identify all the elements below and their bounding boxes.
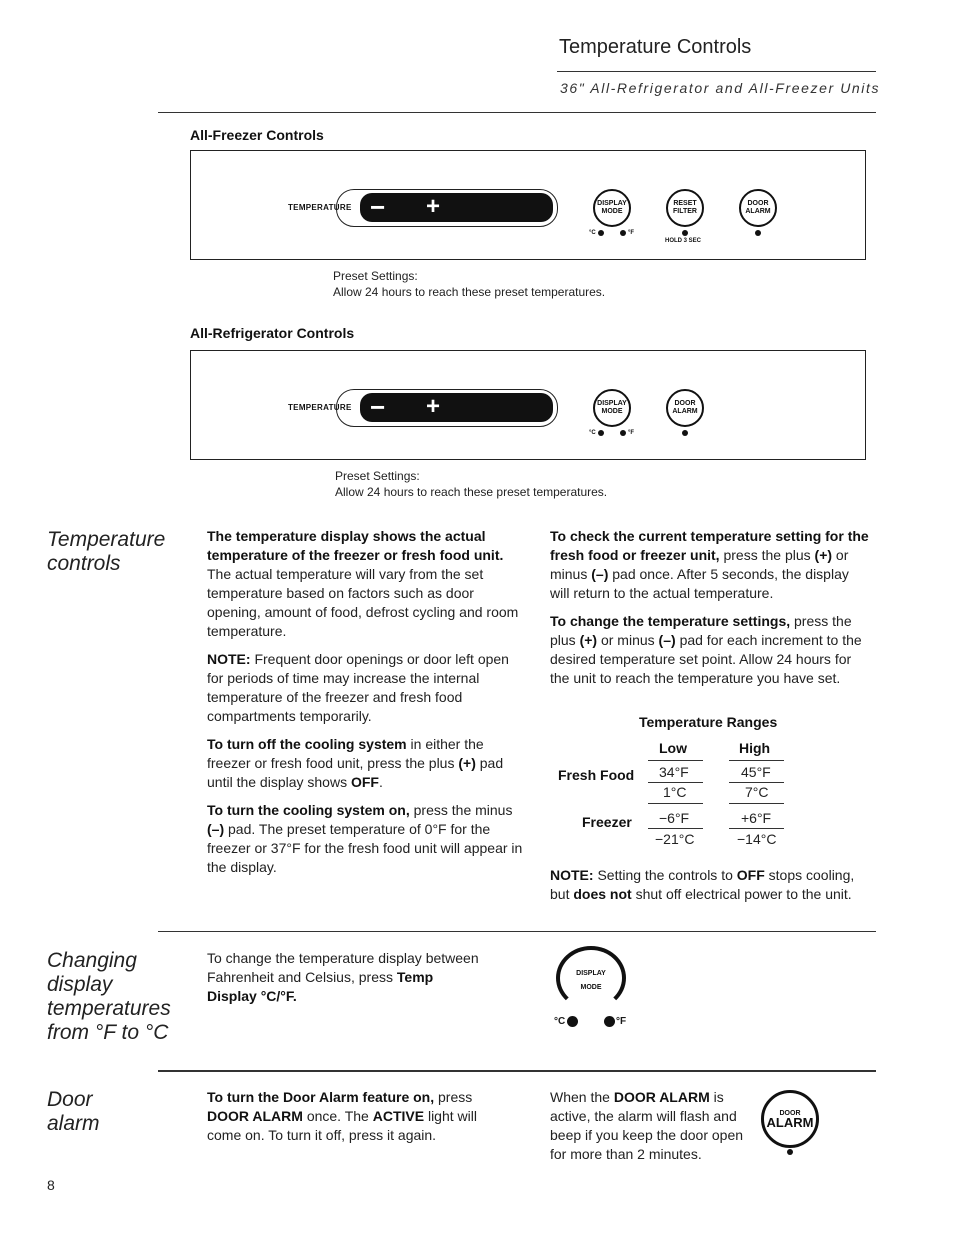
plus-pad[interactable]: + [426,393,441,420]
temperature-pad[interactable] [360,393,553,422]
page-title: Temperature Controls [559,36,752,58]
header-rule [557,71,876,72]
temperature-ranges-title: Temperature Ranges [639,714,778,730]
fresh-food-high-c: 7°C [745,784,769,800]
display-mode-button[interactable]: DISPLAY MODE [593,189,631,227]
minus-pad[interactable]: − [370,192,386,222]
column-low: Low [659,740,687,756]
row-label-fresh-food: Fresh Food [558,767,635,783]
temperature-label: TEMPERATURE [288,203,352,212]
celsius-label: °C [589,430,596,436]
table-rule [729,803,784,804]
display-mode-button[interactable]: DISPLAY MODE [593,389,631,427]
table-rule [648,828,703,829]
display-mode-button-large[interactable]: DISPLAY MODE [556,946,626,1010]
fridge-controls-heading: All-Refrigerator Controls [190,325,355,341]
table-rule [648,782,703,783]
table-rule [729,760,784,761]
section-rule-top [158,112,876,113]
changing-display-heading: Changing display temperatures from °F to °C [47,949,171,1044]
freezer-high-f: +6°F [741,810,772,826]
door-alarm-button[interactable]: DOOR ALARM [739,189,777,227]
page-subtitle: 36" All-Refrigerator and All-Freezer Units [560,80,881,96]
changing-display-text: To change the temperature display between Fahrenheit and Celsius, press Temp Display °C/°F. [207,950,479,1004]
table-rule [648,760,703,761]
door-alarm-heading: Door alarm [47,1088,100,1135]
row-label-freezer: Freezer [582,814,632,830]
paragraph: The temperature display shows the actual temperature of the freezer or fresh food unit. The actual temperature will vary from the set temperature based on factors such as door opening, amount of food, defrost cycling and room temperature. [207,528,519,639]
door-alarm-indicator-large [787,1149,793,1155]
fahrenheit-label: °F [628,430,635,436]
celsius-indicator [598,430,604,436]
paragraph: To check the current temperature setting for the fresh food or freezer unit, press the plus (+) or minus (–) pad once. After 5 seconds, the display will return to the actual temperature. [550,528,869,601]
fresh-food-low-c: 1°C [663,784,687,800]
reset-filter-button[interactable]: RESET FILTER [666,189,704,227]
table-rule [648,803,703,804]
fridge-control-panel [190,350,866,460]
paragraph: To turn the cooling system on, press the minus (–) pad. The preset temperature of 0°F for the freezer or 37°F for the fresh food unit will appear in the display. [207,802,523,875]
paragraph: To turn off the cooling system in either the freezer or fresh food unit, press the plus (+) pad until the display shows OFF. [207,736,504,790]
temperature-pad[interactable] [360,193,553,222]
celsius-label-large: °C [554,1016,566,1027]
minus-pad[interactable]: − [370,392,386,422]
celsius-indicator [598,230,604,236]
temperature-controls-left-column [207,527,527,877]
reset-filter-indicator [682,230,688,236]
freezer-low-f: −6°F [659,810,690,826]
freezer-low-c: −21°C [655,831,695,847]
fahrenheit-indicator [620,430,626,436]
door-alarm-left-text: To turn the Door Alarm feature on, press DOOR ALARM once. The ACTIVE light will come on. To turn it off, press it again. [207,1089,477,1143]
fahrenheit-indicator-large [604,1016,615,1027]
temperature-controls-heading: Temperature controls [47,528,166,575]
door-alarm-indicator [682,430,688,436]
fahrenheit-indicator [620,230,626,236]
temperature-controls-right-column [550,527,870,688]
door-alarm-right-text: When the DOOR ALARM is active, the alarm will flash and beep if you keep the door open for more than 2 minutes. [550,1089,744,1162]
plus-pad[interactable]: + [426,193,441,220]
page-number: 8 [47,1177,55,1193]
freezer-controls-heading: All-Freezer Controls [190,127,324,143]
fresh-food-low-f: 34°F [659,764,689,780]
paragraph: NOTE: Frequent door openings or door left open for periods of time may increase the internal temperature of the freezer and fresh food compartments temporarily. [207,651,509,724]
door-alarm-indicator [755,230,761,236]
fresh-food-high-f: 45°F [741,764,771,780]
temperature-label: TEMPERATURE [288,403,352,412]
section-rule [158,931,876,932]
celsius-indicator-large [567,1016,578,1027]
paragraph: To change the temperature settings, press the plus (+) or minus (–) pad for each increment to the desired temperature set point. Allow 24 hours for the unit to reach the temperature you have set. [550,613,862,686]
column-high: High [739,740,771,756]
section-rule-thick [158,1070,876,1072]
freezer-preset-note: Preset Settings: Allow 24 hours to reach these preset temperatures. [333,269,606,299]
door-alarm-button-large[interactable]: DOOR ALARM [761,1090,819,1148]
table-rule [729,828,784,829]
hold-label: HOLD 3 SEC [665,238,702,244]
cooling-note: NOTE: Setting the controls to OFF stops cooling, but does not shut off electrical power to the unit. [550,867,855,902]
fahrenheit-label-large: °F [616,1016,627,1027]
freezer-high-c: −14°C [737,831,777,847]
celsius-label: °C [589,230,596,236]
fahrenheit-label: °F [628,230,635,236]
table-rule [729,782,784,783]
door-alarm-button[interactable]: DOOR ALARM [666,389,704,427]
freezer-control-panel [190,150,866,260]
fridge-preset-note: Preset Settings: Allow 24 hours to reach these preset temperatures. [335,469,608,499]
